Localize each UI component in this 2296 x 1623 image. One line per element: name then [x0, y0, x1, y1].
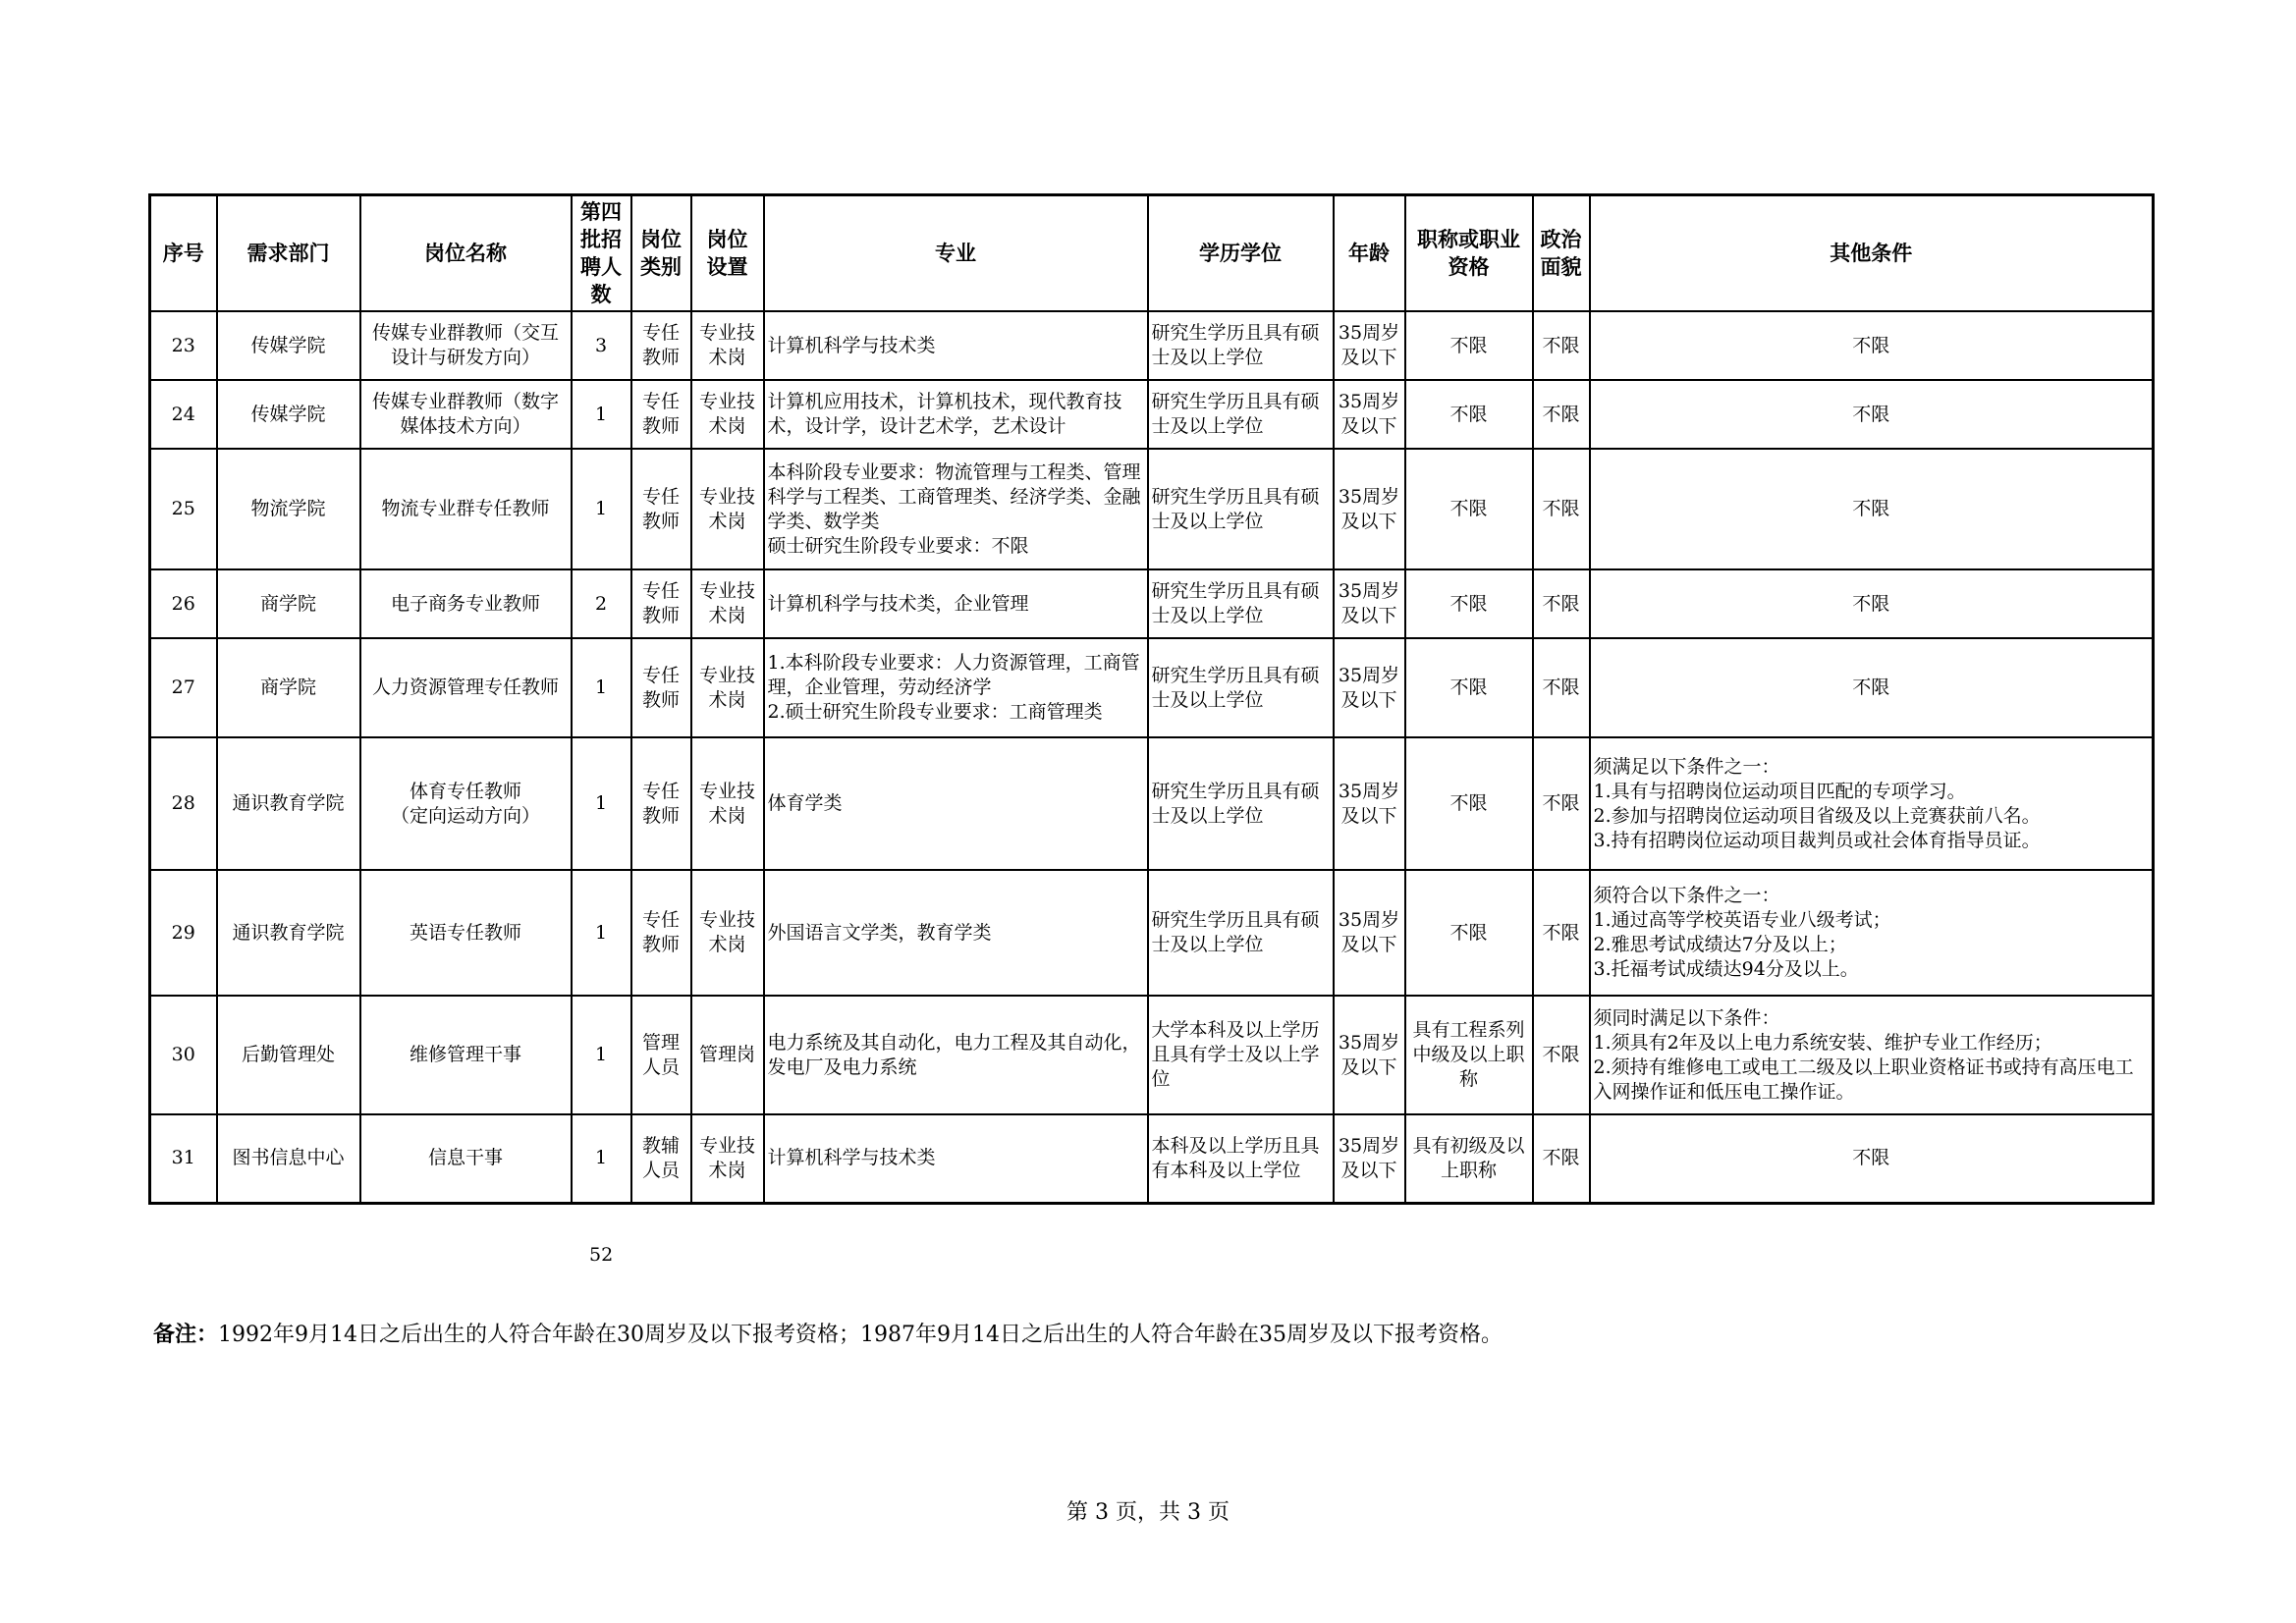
cell-position: 电子商务专业教师 — [360, 569, 572, 638]
table-row — [150, 1114, 2154, 1203]
cell-department: 物流学院 — [217, 449, 360, 569]
cell-age: 35周岁及以下 — [1334, 380, 1405, 449]
table-row — [150, 996, 2154, 1114]
cell-other: 不限 — [1590, 449, 2154, 569]
total-count: 52 — [589, 1244, 614, 1266]
cell-setting: 专业技术岗 — [691, 737, 764, 870]
cell-position: 英语专任教师 — [360, 870, 572, 996]
cell-department: 通识教育学院 — [217, 737, 360, 870]
cell-major: 计算机应用技术，计算机技术，现代教育技术，设计学，设计艺术学，艺术设计 — [764, 380, 1148, 449]
cell-department: 图书信息中心 — [217, 1114, 360, 1203]
cell-age: 35周岁及以下 — [1334, 996, 1405, 1114]
cell-setting: 专业技术岗 — [691, 311, 764, 380]
table-row — [150, 737, 2154, 870]
cell-major: 计算机科学与技术类，企业管理 — [764, 569, 1148, 638]
cell-title: 不限 — [1405, 870, 1533, 996]
cell-count: 1 — [572, 638, 631, 737]
cell-other: 不限 — [1590, 380, 2154, 449]
cell-political: 不限 — [1533, 870, 1590, 996]
table-row — [150, 569, 2154, 638]
header-other: 其他条件 — [1590, 195, 2154, 312]
cell-other: 不限 — [1590, 638, 2154, 737]
cell-degree: 研究生学历且具有硕士及以上学位 — [1148, 569, 1334, 638]
cell-age: 35周岁及以下 — [1334, 311, 1405, 380]
cell-degree: 研究生学历且具有硕士及以上学位 — [1148, 737, 1334, 870]
cell-age: 35周岁及以下 — [1334, 870, 1405, 996]
cell-setting: 专业技术岗 — [691, 380, 764, 449]
cell-setting: 专业技术岗 — [691, 870, 764, 996]
header-setting: 岗位 设置 — [691, 195, 764, 312]
page-number: 第 3 页，共 3 页 — [1066, 1500, 1230, 1525]
table-row — [150, 311, 2154, 380]
cell-seq: 26 — [150, 569, 217, 638]
cell-seq: 25 — [150, 449, 217, 569]
header-title: 职称或职业 资格 — [1405, 195, 1533, 312]
cell-other: 不限 — [1590, 311, 2154, 380]
table-header-row — [150, 195, 2154, 312]
cell-category: 专任教师 — [631, 638, 691, 737]
cell-degree: 研究生学历且具有硕士及以上学位 — [1148, 870, 1334, 996]
cell-age: 35周岁及以下 — [1334, 569, 1405, 638]
cell-other: 不限 — [1590, 1114, 2154, 1203]
cell-political: 不限 — [1533, 737, 1590, 870]
cell-count: 3 — [572, 311, 631, 380]
cell-political: 不限 — [1533, 996, 1590, 1114]
cell-count: 1 — [572, 449, 631, 569]
cell-count: 1 — [572, 380, 631, 449]
cell-category: 专任教师 — [631, 569, 691, 638]
cell-category: 专任教师 — [631, 380, 691, 449]
cell-position: 传媒专业群教师（交互设计与研发方向） — [360, 311, 572, 380]
cell-position: 维修管理干事 — [360, 996, 572, 1114]
cell-setting: 管理岗 — [691, 996, 764, 1114]
table-row — [150, 638, 2154, 737]
cell-position: 传媒专业群教师（数字媒体技术方向） — [360, 380, 572, 449]
table-row — [150, 449, 2154, 569]
cell-political: 不限 — [1533, 449, 1590, 569]
cell-title: 不限 — [1405, 737, 1533, 870]
cell-political: 不限 — [1533, 1114, 1590, 1203]
cell-other: 须满足以下条件之一： 1.具有与招聘岗位运动项目匹配的专项学习。 2.参加与招聘岗位运动项目省级及以上竞赛获前八名。 3.持有招聘岗位运动项目裁判员或社会体育指导员证。 — [1590, 737, 2154, 870]
cell-position: 人力资源管理专任教师 — [360, 638, 572, 737]
header-category: 岗位 类别 — [631, 195, 691, 312]
cell-seq: 23 — [150, 311, 217, 380]
cell-seq: 28 — [150, 737, 217, 870]
note-text: 1992年9月14日之后出生的人符合年龄在30周岁及以下报考资格；1987年9月14日之后出生的人符合年龄在35周岁及以下报考资格。 — [218, 1323, 1503, 1347]
cell-other: 不限 — [1590, 569, 2154, 638]
cell-category: 专任教师 — [631, 449, 691, 569]
cell-major: 电力系统及其自动化，电力工程及其自动化，发电厂及电力系统 — [764, 996, 1148, 1114]
cell-position: 物流专业群专任教师 — [360, 449, 572, 569]
recruitment-table — [148, 193, 2155, 1205]
note — [153, 1321, 1503, 1350]
cell-age: 35周岁及以下 — [1334, 449, 1405, 569]
table-body — [150, 311, 2154, 1203]
cell-degree: 本科及以上学历且具有本科及以上学位 — [1148, 1114, 1334, 1203]
cell-political: 不限 — [1533, 638, 1590, 737]
cell-setting: 专业技术岗 — [691, 638, 764, 737]
cell-seq: 30 — [150, 996, 217, 1114]
cell-title: 具有初级及以上职称 — [1405, 1114, 1533, 1203]
cell-count: 2 — [572, 569, 631, 638]
cell-other: 须同时满足以下条件： 1.须具有2年及以上电力系统安装、维护专业工作经历； 2.须持有维修电工或电工二级及以上职业资格证书或持有高压电工入网操作证和低压电工操作证。 — [1590, 996, 2154, 1114]
header-major: 专业 — [764, 195, 1148, 312]
cell-degree: 大学本科及以上学历且具有学士及以上学位 — [1148, 996, 1334, 1114]
cell-category: 教辅人员 — [631, 1114, 691, 1203]
cell-category: 专任教师 — [631, 311, 691, 380]
cell-department: 商学院 — [217, 638, 360, 737]
header-department: 需求部门 — [217, 195, 360, 312]
cell-count: 1 — [572, 737, 631, 870]
cell-category: 专任教师 — [631, 870, 691, 996]
cell-age: 35周岁及以下 — [1334, 1114, 1405, 1203]
cell-department: 后勤管理处 — [217, 996, 360, 1114]
cell-seq: 29 — [150, 870, 217, 996]
cell-other: 须符合以下条件之一： 1.通过高等学校英语专业八级考试； 2.雅思考试成绩达7分及以上； 3.托福考试成绩达94分及以上。 — [1590, 870, 2154, 996]
cell-degree: 研究生学历且具有硕士及以上学位 — [1148, 380, 1334, 449]
table-row — [150, 870, 2154, 996]
header-count: 第四 批招 聘人 数 — [572, 195, 631, 312]
header-age: 年龄 — [1334, 195, 1405, 312]
header-position: 岗位名称 — [360, 195, 572, 312]
cell-title: 具有工程系列中级及以上职称 — [1405, 996, 1533, 1114]
cell-major: 计算机科学与技术类 — [764, 311, 1148, 380]
cell-political: 不限 — [1533, 311, 1590, 380]
cell-seq: 27 — [150, 638, 217, 737]
cell-count: 1 — [572, 996, 631, 1114]
cell-age: 35周岁及以下 — [1334, 737, 1405, 870]
header-degree: 学历学位 — [1148, 195, 1334, 312]
cell-department: 商学院 — [217, 569, 360, 638]
cell-major: 外国语言文学类，教育学类 — [764, 870, 1148, 996]
cell-seq: 24 — [150, 380, 217, 449]
cell-age: 35周岁及以下 — [1334, 638, 1405, 737]
cell-setting: 专业技术岗 — [691, 1114, 764, 1203]
cell-title: 不限 — [1405, 449, 1533, 569]
table-row — [150, 380, 2154, 449]
cell-major: 体育学类 — [764, 737, 1148, 870]
cell-political: 不限 — [1533, 380, 1590, 449]
cell-setting: 专业技术岗 — [691, 569, 764, 638]
header-seq: 序号 — [150, 195, 217, 312]
cell-department: 通识教育学院 — [217, 870, 360, 996]
cell-department: 传媒学院 — [217, 380, 360, 449]
cell-department: 传媒学院 — [217, 311, 360, 380]
cell-title: 不限 — [1405, 569, 1533, 638]
cell-category: 专任教师 — [631, 737, 691, 870]
cell-political: 不限 — [1533, 569, 1590, 638]
cell-degree: 研究生学历且具有硕士及以上学位 — [1148, 311, 1334, 380]
cell-position: 体育专任教师 （定向运动方向） — [360, 737, 572, 870]
cell-title: 不限 — [1405, 311, 1533, 380]
header-political: 政治 面貌 — [1533, 195, 1590, 312]
cell-major: 1.本科阶段专业要求：人力资源管理，工商管理，企业管理，劳动经济学 2.硕士研究生阶段专业要求：工商管理类 — [764, 638, 1148, 737]
cell-major: 计算机科学与技术类 — [764, 1114, 1148, 1203]
cell-degree: 研究生学历且具有硕士及以上学位 — [1148, 638, 1334, 737]
cell-title: 不限 — [1405, 380, 1533, 449]
cell-count: 1 — [572, 1114, 631, 1203]
cell-count: 1 — [572, 870, 631, 996]
cell-major: 本科阶段专业要求：物流管理与工程类、管理科学与工程类、工商管理类、经济学类、金融学类、数学类 硕士研究生阶段专业要求：不限 — [764, 449, 1148, 569]
note-label: 备注： — [153, 1323, 219, 1347]
cell-position: 信息干事 — [360, 1114, 572, 1203]
cell-degree: 研究生学历且具有硕士及以上学位 — [1148, 449, 1334, 569]
cell-seq: 31 — [150, 1114, 217, 1203]
cell-title: 不限 — [1405, 638, 1533, 737]
cell-setting: 专业技术岗 — [691, 449, 764, 569]
cell-category: 管理人员 — [631, 996, 691, 1114]
